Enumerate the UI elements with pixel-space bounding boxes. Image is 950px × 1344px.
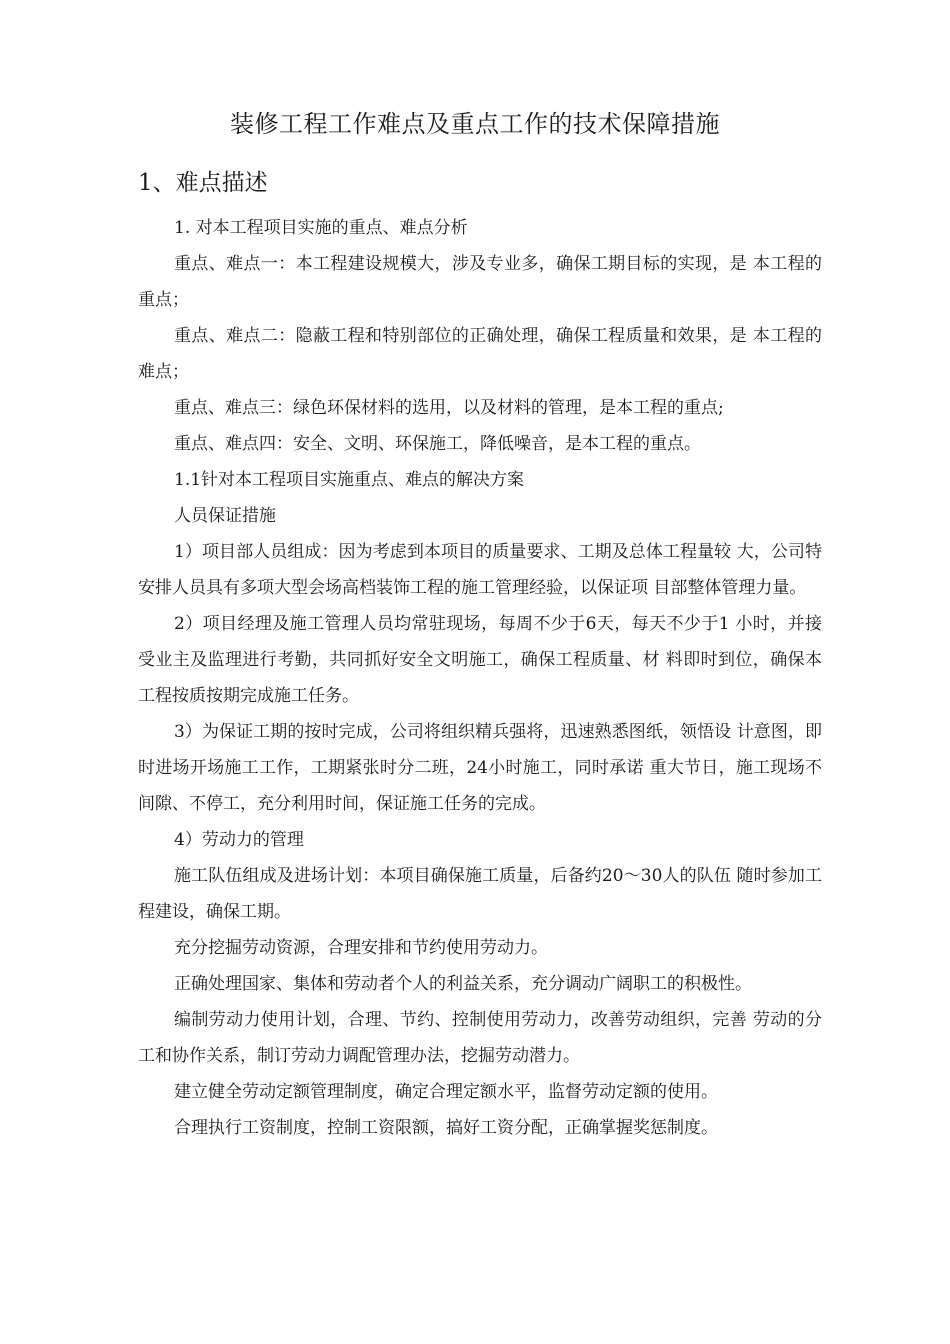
paragraph: 1）项目部人员组成：因为考虑到本项目的质量要求、工期及总体工程量较 大，公司特安排人员具有多项大型会场高档装饰工程的施工管理经验，以保证项 目部整体管理力量。 — [138, 542, 822, 598]
paragraph: 重点、难点二：隐蔽工程和特别部位的正确处理，确保工程质量和效果，是 本工程的难点； — [138, 326, 822, 382]
paragraph: 重点、难点一：本工程建设规模大，涉及专业多，确保工期目标的实现，是 本工程的重点； — [138, 254, 822, 310]
section-heading: 1、难点描述 — [138, 170, 268, 196]
paragraph: 4）劳动力的管理 — [174, 830, 304, 850]
paragraph: 1.1针对本工程项目实施重点、难点的解决方案 — [174, 470, 525, 490]
paragraph: 人员保证措施 — [174, 506, 276, 526]
paragraph: 合理执行工资制度，控制工资限额，搞好工资分配，正确掌握奖惩制度。 — [174, 1118, 718, 1138]
paragraph: 编制劳动力使用计划，合理、节约、控制使用劳动力，改善劳动组织，完善 劳动的分工和协作关系，制订劳动力调配管理办法，挖掘劳动潜力。 — [138, 1010, 822, 1066]
paragraph: 重点、难点三：绿色环保材料的选用，以及材料的管理，是本工程的重点; — [174, 398, 724, 418]
document-title: 装修工程工作难点及重点工作的技术保障措施 — [230, 110, 720, 138]
document-body — [138, 210, 822, 1146]
paragraph: 施工队伍组成及进场计划：本项目确保施工质量，后备约20〜30人的队伍 随时参加工程建设，确保工期。 — [138, 866, 822, 922]
paragraph: 充分挖掘劳动资源，合理安排和节约使用劳动力。 — [174, 938, 548, 958]
paragraph: 建立健全劳动定额管理制度，确定合理定额水平，监督劳动定额的使用。 — [174, 1082, 718, 1102]
paragraph: 正确处理国家、集体和劳动者个人的利益关系，充分调动广阔职工的积极性。 — [174, 974, 752, 994]
paragraph: 2）项目经理及施工管理人员均常驻现场，每周不少于6天，每天不少于1 小时，并接受业主及监理进行考勤，共同抓好安全文明施工，确保工程质量、材 料即时到位，确保本工程按质按期完成施工任务。 — [138, 614, 822, 706]
paragraph: 3）为保证工期的按时完成，公司将组织精兵强将，迅速熟悉图纸，领悟设 计意图，即时进场开场施工工作，工期紧张时分二班，24小时施工，同时承诺 重大节日，施工现场不间隙、不停工，充分利用时间，保证施工任务的完成。 — [138, 722, 822, 814]
paragraph: 重点、难点四：安全、文明、环保施工，降低噪音，是本工程的重点。 — [174, 434, 701, 454]
paragraph: 1. 对本工程项目实施的重点、难点分析 — [174, 218, 468, 238]
